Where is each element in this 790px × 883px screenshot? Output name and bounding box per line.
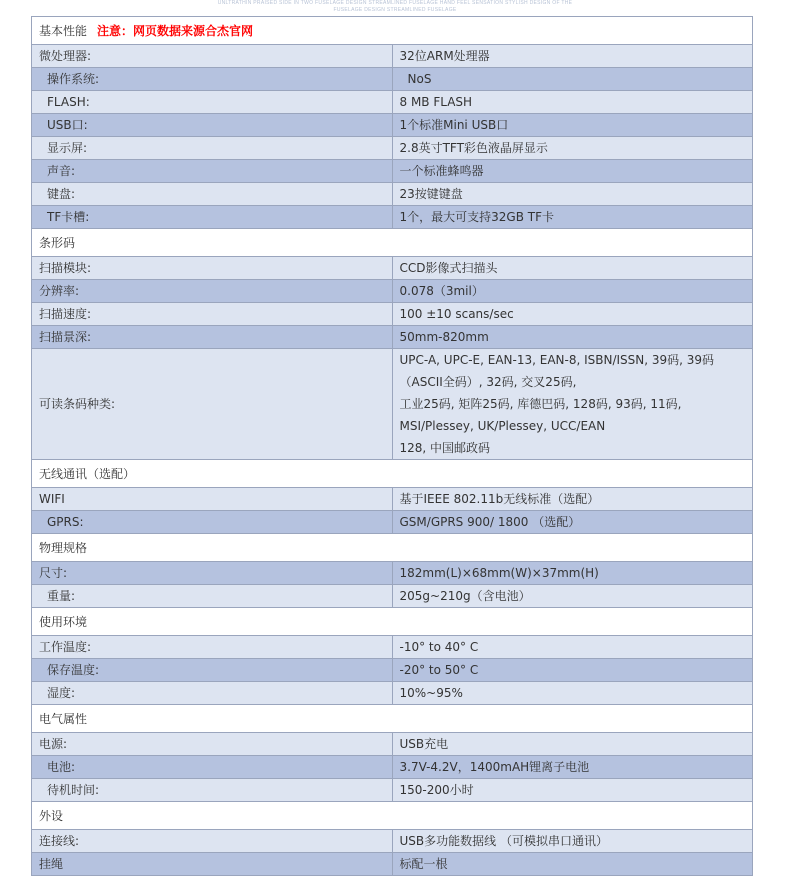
- table-row: [32, 585, 753, 608]
- table-row: [32, 183, 753, 206]
- row-value: [392, 349, 753, 460]
- table-row: [32, 779, 753, 802]
- section-barcode-title: 条形码: [32, 229, 753, 257]
- section-electrical: [32, 705, 753, 733]
- section-wireless: [32, 460, 753, 488]
- section-peripherals: [32, 802, 753, 830]
- table-row: [32, 326, 753, 349]
- table-row: [32, 830, 753, 853]
- row-label: 待机时间:: [32, 779, 393, 802]
- row-value: 一个标准蜂鸣器: [392, 160, 753, 183]
- row-value: USB充电: [392, 733, 753, 756]
- row-value: -10° to 40° C: [392, 636, 753, 659]
- row-label: 扫描速度:: [32, 303, 393, 326]
- table-row: [32, 562, 753, 585]
- row-value: 3.7V-4.2V，1400mAH锂离子电池: [392, 756, 753, 779]
- row-value: 100 ±10 scans/sec: [392, 303, 753, 326]
- row-value: 182mm(L)×68mm(W)×37mm(H): [392, 562, 753, 585]
- table-row: [32, 68, 753, 91]
- row-label: GPRS:: [32, 511, 393, 534]
- section-basic-title: 基本性能: [39, 23, 88, 38]
- row-value: 205g~210g（含电池）: [392, 585, 753, 608]
- row-label: 扫描模块:: [32, 257, 393, 280]
- section-wireless-title: 无线通讯（选配）: [32, 460, 753, 488]
- row-value: 8 MB FLASH: [392, 91, 753, 114]
- row-value: GSM/GPRS 900/ 1800 （选配）: [392, 511, 753, 534]
- row-label: 微处理器:: [32, 45, 393, 68]
- section-physical: [32, 534, 753, 562]
- row-label: USB口:: [32, 114, 393, 137]
- row-value: 基于IEEE 802.11b无线标准（选配）: [392, 488, 753, 511]
- row-value: 0.078（3mil）: [392, 280, 753, 303]
- row-label: 保存温度:: [32, 659, 393, 682]
- section-environment: [32, 608, 753, 636]
- row-label: TF卡槽:: [32, 206, 393, 229]
- row-label: 尺寸:: [32, 562, 393, 585]
- table-row: [32, 511, 753, 534]
- table-row: [32, 45, 753, 68]
- row-label: 分辨率:: [32, 280, 393, 303]
- row-value: CCD影像式扫描头: [392, 257, 753, 280]
- table-row: [32, 206, 753, 229]
- row-value: 标配一根: [392, 853, 753, 876]
- section-physical-title: 物理规格: [32, 534, 753, 562]
- table-row: [32, 636, 753, 659]
- table-row: [32, 91, 753, 114]
- table-row: [32, 349, 753, 460]
- section-electrical-title: 电气属性: [32, 705, 753, 733]
- row-label: 键盘:: [32, 183, 393, 206]
- table-row: [32, 280, 753, 303]
- section-barcode: [32, 229, 753, 257]
- decorative-banner: [0, 0, 790, 16]
- row-value: 23按键键盘: [392, 183, 753, 206]
- section-basic-cell: [32, 17, 753, 45]
- table-row: [32, 659, 753, 682]
- row-label: WIFI: [32, 488, 393, 511]
- source-note: 注意：网页数据来源合杰官网: [97, 23, 254, 38]
- row-value: NoS: [392, 68, 753, 91]
- row-label: 湿度:: [32, 682, 393, 705]
- table-row: [32, 257, 753, 280]
- table-row: [32, 488, 753, 511]
- section-environment-title: 使用环境: [32, 608, 753, 636]
- table-row: [32, 682, 753, 705]
- banner-line-1: UNLTRATHIN PRAISED SIDE IN TWO FUSELAGE DESIGN STREAMLINED FUSELAGE HAND FEEL SENSATION STYLISH DESIGN OF THE: [217, 0, 573, 6]
- spec-table: [31, 16, 753, 876]
- row-label: 连接线:: [32, 830, 393, 853]
- banner-line-2: FUSELAGE DESIGN STREAMLINED FUSELAGE: [333, 7, 457, 13]
- row-label: 扫描景深:: [32, 326, 393, 349]
- symbologies-line-3: 128, 中国邮政码: [399, 441, 491, 455]
- table-row: [32, 303, 753, 326]
- row-label: 挂绳: [32, 853, 393, 876]
- section-peripherals-title: 外设: [32, 802, 753, 830]
- row-value: 10%~95%: [392, 682, 753, 705]
- row-label: 声音:: [32, 160, 393, 183]
- table-row: [32, 160, 753, 183]
- table-row: [32, 756, 753, 779]
- table-row: [32, 733, 753, 756]
- row-label: 重量:: [32, 585, 393, 608]
- row-label: 操作系统:: [32, 68, 393, 91]
- symbologies-line-2: 工业25码, 矩阵25码, 库德巴码, 128码, 93码, 11码, MSI/Plessey, UK/Plessey, UCC/EAN: [399, 397, 682, 433]
- row-value: USB多功能数据线 （可模拟串口通讯）: [392, 830, 753, 853]
- row-label: 工作温度:: [32, 636, 393, 659]
- table-row: [32, 137, 753, 160]
- table-row: [32, 114, 753, 137]
- row-value: 1个标准Mini USB口: [392, 114, 753, 137]
- row-label: 显示屏:: [32, 137, 393, 160]
- row-label: 可读条码种类:: [32, 349, 393, 460]
- table-row: [32, 853, 753, 876]
- section-basic: [32, 17, 753, 45]
- row-value: 2.8英寸TFT彩色液晶屏显示: [392, 137, 753, 160]
- row-value: -20° to 50° C: [392, 659, 753, 682]
- row-label: FLASH:: [32, 91, 393, 114]
- row-value: 1个，最大可支持32GB TF卡: [392, 206, 753, 229]
- row-label: 电源:: [32, 733, 393, 756]
- row-value: 150-200小时: [392, 779, 753, 802]
- row-value: 50mm-820mm: [392, 326, 753, 349]
- symbologies-line-1: UPC-A, UPC-E, EAN-13, EAN-8, ISBN/ISSN, 39码, 39码（ASCII全码）, 32码, 交叉25码,: [399, 353, 715, 389]
- row-value: 32位ARM处理器: [392, 45, 753, 68]
- row-label: 电池:: [32, 756, 393, 779]
